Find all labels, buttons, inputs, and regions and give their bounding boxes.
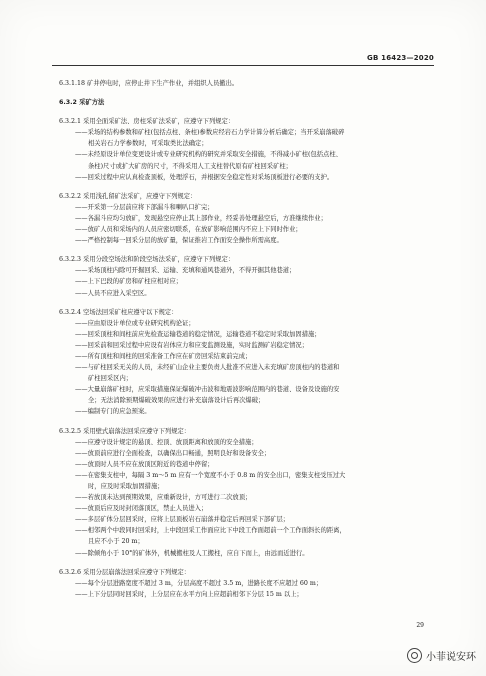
text-line: ——未经原设计单位变更设计或专业研究机构的研究并采取安全措施，不得减小矿柱(包括点柱、 bbox=[75, 151, 342, 159]
text-line: 条柱)尺寸或扩大矿房的尺寸，不得采用人工支柱替代原有矿柱回采矿柱； bbox=[88, 162, 292, 170]
text-line: 时，应及时采取加固措施； bbox=[88, 483, 164, 490]
text-line: 6.3.2.6 采用分层崩落法回采应遵守下列规定： bbox=[59, 568, 191, 576]
text-line: ——严格控制每一回采分层的放矿量，保证推岩工作面安全操作所需高度。 bbox=[75, 237, 283, 245]
document-body bbox=[59, 78, 426, 600]
text-line: ——上下巴段的矿房和矿柱应相对应； bbox=[75, 278, 183, 286]
page-number: 29 bbox=[416, 622, 424, 629]
text-line: 6.3.2.3 采用分段空场法和阶段空场法采矿，应遵守下列规定： bbox=[59, 256, 235, 264]
text-line: 6.3.2.1 采用全面采矿法、房柱采矿法采矿，应遵守下列规定： bbox=[59, 118, 235, 126]
text-line: 6.3.2.5 采用壁式崩落法回采应遵守下列规定： bbox=[59, 427, 191, 435]
text-line: ——应遵守设计规定的悬顶、控顶、放顶距离和放顶的安全措施； bbox=[75, 438, 258, 446]
text-line: ——除倾角小于 10°的矿体外，机械搬柱及人工搬柱，应自下而上，由远而近进行。 bbox=[75, 549, 309, 557]
text-line: ——编制专门的应急预案。 bbox=[75, 408, 151, 416]
text-line: ——采场的结构参数和矿柱(包括点柱、条柱)参数应经岩石力学计算分析后确定；当开采崩落破碎 bbox=[75, 129, 345, 137]
text-line: ——放矿人员和采场内的人员应密切联系，在放矿影响范围内不应上下同时作业； bbox=[75, 226, 302, 234]
text-line: 矿柱回采区内； bbox=[88, 375, 133, 383]
watermark bbox=[407, 648, 476, 663]
text-line: 6.3.1.18 矿井停电时，应停止井下生产作业，并组织人员撤出。 bbox=[59, 80, 239, 87]
text-line: ——放顶时人员不应在放顶区附近的巷道中停留； bbox=[75, 460, 214, 468]
text-line: ——每个分层进路宽度不超过 3 m，分层高度不超过 3.5 m，进路长度不应超过 60 m； bbox=[75, 579, 323, 587]
text-line: 6.3.2.2 采用浅孔留矿法采矿，应遵守下列规定： bbox=[59, 192, 197, 200]
watermark-text: 小菲说安环 bbox=[426, 652, 476, 663]
text-line: ——若放顶未达到预期效果，应重新设计，方可进行二次放顶； bbox=[75, 494, 252, 502]
text-line: ——所有顶柱和间柱的回采准备工作应在矿房回采结束前完成； bbox=[75, 352, 252, 360]
text-line: ——应由原设计单位或专业研究机构论证； bbox=[75, 319, 195, 327]
text-line: ——开采第一分层前应将下部漏斗和喇叭口扩完； bbox=[75, 203, 214, 211]
text-line: ——回采过程中应认真检查顶板，处理浮石，并根据安全稳定性对采场顶板进行必要的支护。 bbox=[75, 173, 334, 181]
text-line: ——人员不应进入采空区。 bbox=[75, 289, 151, 297]
text-line: ——放顶后应及时封闭落顶区，禁止人员进入； bbox=[75, 505, 208, 513]
text-line: ——多层矿体分层回采时，应将上层顶板岩石崩落并稳定后再回采下部矿层； bbox=[75, 516, 290, 524]
text-line: ——放顶前应进行全面检查，以确保出口畅通，照明良好和设备安全； bbox=[75, 449, 271, 457]
text-line: ——大量崩落矿柱时，应采取措施保证爆破冲击波和地震波影响范围内的巷道、设备及设施的安 bbox=[75, 386, 340, 394]
text-line: 全；无法消除预期爆破效果的应进行补充崩落设计后再次爆破； bbox=[88, 397, 265, 405]
text-line: ——采场顶柱内除可开掘回采、运输、充填和通风巷道外，不得开掘其他巷道； bbox=[75, 267, 296, 275]
text-line: ——在密集支柱中，每隔 3 m～5 m 应有一个宽度不小于 0.8 m 的安全出口，密集支柱受压过大 bbox=[75, 471, 346, 479]
header-rule bbox=[52, 65, 434, 66]
text-line: ——回采前和回采过程中应设有岩体应力和应变监测设施，实时监测矿岩稳定情况； bbox=[75, 341, 308, 349]
text-line: ——相邻两个中段同时回采时，上中段回采工作面应比下中段工作面超前一个工作面斜长的距离， bbox=[75, 527, 346, 535]
text-line: ——与矿柱回采无关的人员，未经矿山企业主要负责人批准不应进入未充填矿房顶柱内的巷道和 bbox=[75, 364, 340, 372]
text-line: 相关岩石力学参数时，可采取类比法确定； bbox=[88, 140, 208, 148]
text-line: ——回采顶柱和间柱前应先检查运输巷道的稳定情况，运输巷道不稳定时采取加固措施； bbox=[75, 330, 321, 338]
text-line: ——上下分层同时回采时，上分层应在水平方向上应超前相邻下分层 15 m 以上； bbox=[75, 590, 303, 598]
text-line: 6.3.2.4 空场法回采矿柱应遵守以下规定： bbox=[59, 308, 178, 316]
page-header bbox=[52, 54, 434, 64]
text-line: ——各漏斗应均匀放矿，发现悬空应停止其上部作业，经妥善处理悬空后，方准继续作业； bbox=[75, 214, 327, 222]
text-line: 6.3.2 采矿方法 bbox=[59, 99, 105, 107]
standard-number: GB 16423—2020 bbox=[367, 54, 434, 62]
text-line: 且应不小于 20 m； bbox=[88, 538, 144, 546]
wechat-channel-icon bbox=[407, 648, 422, 663]
